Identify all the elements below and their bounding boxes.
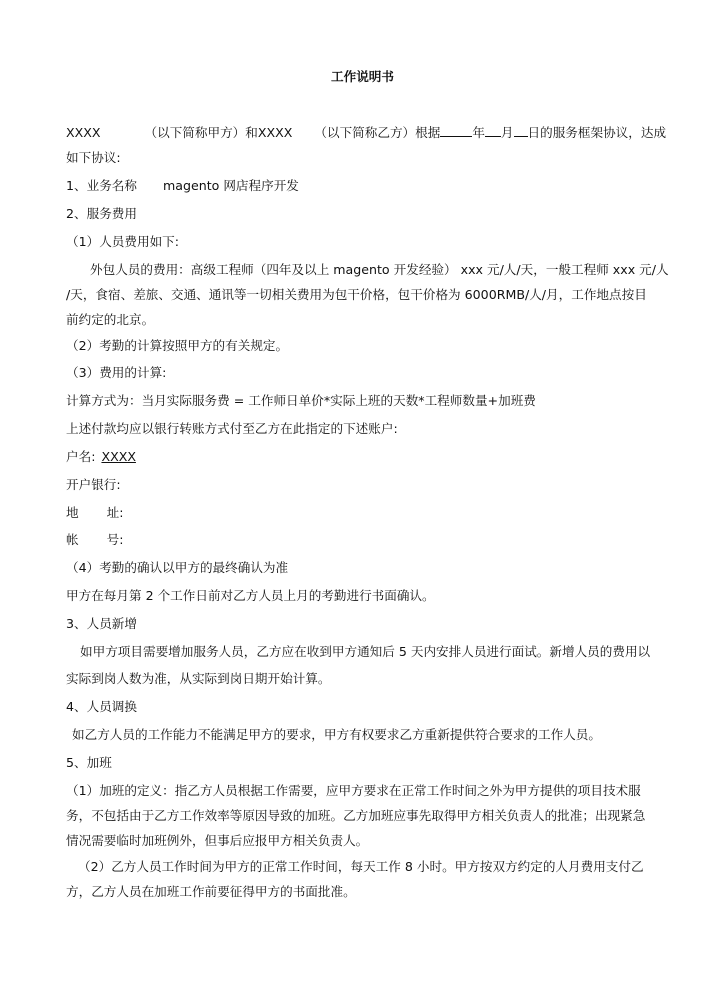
- account-name-value: XXXX: [101, 449, 136, 464]
- party-a: XXXX: [66, 125, 101, 140]
- year-label: 年: [472, 125, 485, 140]
- party-a-note: （以下简称甲方）和: [144, 125, 258, 140]
- section-2-sub-1: （1）人员费用如下:: [66, 234, 180, 249]
- section-2-sub-3: （3）费用的计算:: [66, 365, 167, 380]
- section-2-sub-4: （4）考勤的确认以甲方的最终确认为准: [66, 560, 289, 575]
- month-label: 月: [500, 125, 514, 140]
- section-5-heading: 5、加班: [66, 755, 112, 770]
- section-5-para-5: 方，乙方人员在加班工作前要征得甲方的书面批准。: [66, 884, 356, 899]
- payment-note: 上述付款均应以银行转账方式付至乙方在此指定的下述账户:: [66, 421, 398, 436]
- section-2-sub-2: （2）考勤的计算按照甲方的有关规定。: [66, 338, 289, 353]
- section-5-para-1: （1）加班的定义：指乙方人员根据工作需要，应甲方要求在正常工作时间之外为甲方提供的项目技术服: [66, 783, 641, 798]
- section-5-para-2: 务，不包括由于乙方工作效率等原因导致的加班。乙方加班应事先取得甲方相关负责人的批准；出现紧急: [66, 808, 646, 823]
- party-b-note: （以下简称乙方）根据: [314, 125, 441, 140]
- number-label-1: 帐: [66, 532, 79, 547]
- account-number-row: [66, 531, 123, 549]
- attendance-confirm: 甲方在每月第 2 个工作日前对乙方人员上月的考勤进行书面确认。: [66, 588, 435, 603]
- section-3-para-2: 实际到岗人数为准，从实际到岗日期开始计算。: [66, 671, 331, 686]
- section-4-heading: 4、人员调换: [66, 699, 137, 714]
- intro-line-2: 如下协议:: [66, 150, 121, 165]
- address-row: [66, 504, 123, 522]
- party-b: XXXX: [257, 125, 293, 140]
- section-2-para-2: /天，食宿、差旅、交通、通讯等一切相关费用为包干价格，包干价格为 6000RMB/人/月，工作地点按目: [66, 287, 647, 302]
- address-label-1: 地: [66, 505, 79, 520]
- document-title: 工作说明书: [331, 69, 394, 84]
- bank-row: 开户银行:: [66, 477, 121, 492]
- section-1-value: magento 网店程序开发: [162, 178, 299, 193]
- section-3-para-1: 如甲方项目需要增加服务人员，乙方应在收到甲方通知后 5 天内安排人员进行面试。新增人员的费用以: [80, 644, 651, 659]
- section-2-para-3: 前约定的北京。: [66, 312, 155, 327]
- section-1-label: 1、业务名称: [66, 178, 137, 193]
- day-text: 日的服务框架协议，达成: [527, 125, 667, 140]
- number-label-2: 号:: [106, 532, 124, 547]
- section-2-para-1: 外包人员的费用：高级工程师（四年及以上 magento 开发经验） xxx 元/人/天，一般工程师 xxx 元/人: [90, 262, 669, 277]
- year-blank: [440, 122, 472, 137]
- month-blank: [485, 122, 501, 137]
- intro-line-1: [66, 122, 666, 142]
- account-name-label: 户名:: [66, 449, 96, 464]
- account-name-row: [66, 448, 136, 466]
- section-5-para-4: （2）乙方人员工作时间为甲方的正常工作时间，每天工作 8 小时。甲方按双方约定的人月费用支付乙: [78, 859, 644, 874]
- fee-formula: 计算方式为：当月实际服务费 = 工作师日单价*实际上班的天数*工程师数量+加班费: [66, 393, 536, 408]
- section-1: [66, 177, 299, 195]
- address-label-2: 址:: [106, 505, 124, 520]
- section-2-heading: 2、服务费用: [66, 206, 137, 221]
- section-5-para-3: 情况需要临时加班例外，但事后应报甲方相关负责人。: [66, 833, 369, 848]
- section-3-heading: 3、人员新增: [66, 616, 137, 631]
- section-4-para-1: 如乙方人员的工作能力不能满足甲方的要求，甲方有权要求乙方重新提供符合要求的工作人员。: [72, 727, 601, 742]
- day-blank: [514, 122, 528, 137]
